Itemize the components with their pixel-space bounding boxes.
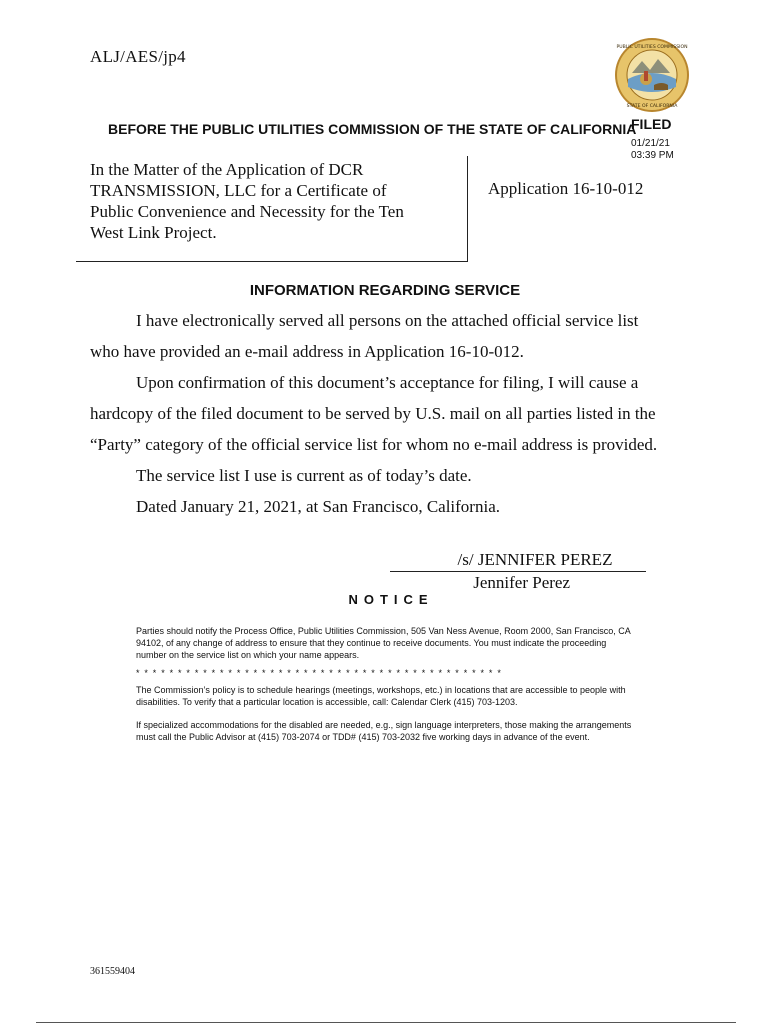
filed-stamp-label: FILED xyxy=(631,116,672,132)
body-paragraph-line: “Party” category of the official service list for whom no e-mail address is provided. xyxy=(90,435,658,454)
caption-line: In the Matter of the Application of DCR xyxy=(90,160,364,179)
body-paragraph-line: who have provided an e-mail address in Application 16-10-012. xyxy=(90,342,524,361)
application-number: Application 16-10-012 xyxy=(488,179,644,198)
notice-heading: NOTICE xyxy=(348,592,434,607)
notice-separator: * * * * * * * * * * * * * * * * * * * * * * * * * * * * * * * * * * * * * * * * * * * * xyxy=(136,668,503,678)
electronic-signature: /s/ JENNIFER PEREZ xyxy=(457,550,613,569)
california-puc-seal-icon xyxy=(614,37,690,113)
notice-paragraph: Parties should notify the Process Office, Public Utilities Commission, 505 Van Ness Avenue, Room 2000, San Francisco, CA 94102, of any change of address to ensure that they continue to receive documents. You must indicate the proceeding number on the service list on which your name appears. xyxy=(136,626,631,660)
section-heading: INFORMATION REGARDING SERVICE xyxy=(249,282,521,299)
page-bottom-rule xyxy=(36,1022,736,1023)
caption-divider-vertical xyxy=(467,156,468,262)
seal-bottom-text: STATE OF CALIFORNIA xyxy=(626,104,678,109)
document-number: 361559404 xyxy=(90,966,135,977)
notice-paragraph: The Commission’s policy is to schedule hearings (meetings, workshops, etc.) in locations that are accessible to people with disabilities. To verify that a particular location is accessible, call: Calendar Clerk (415) 703-1203. xyxy=(136,685,626,707)
filed-stamp-time: 03:39 PM xyxy=(631,150,674,161)
notice-paragraph: If specialized accommodations for the disabled are needed, e.g., sign language interpreters, those making the arrangements must call the Public Advisor at (415) 703-2074 or TDD# (415) 703-2032 five working days in advance of the event. xyxy=(136,720,632,742)
signature-line xyxy=(390,571,646,572)
caption-line: West Link Project. xyxy=(90,223,217,242)
filed-stamp-date: 01/21/21 xyxy=(631,138,670,149)
body-paragraph-line: The service list I use is current as of today’s date. xyxy=(136,466,472,485)
signer-name: Jennifer Perez xyxy=(473,573,570,592)
caption-line: TRANSMISSION, LLC for a Certificate of xyxy=(90,181,387,200)
body-paragraph-line: I have electronically served all persons on the attached official service list xyxy=(136,311,639,330)
body-paragraph-line: hardcopy of the filed document to be served by U.S. mail on all parties listed in the xyxy=(90,404,656,423)
docket-code: ALJ/AES/jp4 xyxy=(90,47,186,66)
seal-top-text: PUBLIC UTILITIES COMMISSION xyxy=(616,45,688,50)
body-paragraph-line: Upon confirmation of this document’s acceptance for filing, I will cause a xyxy=(136,373,639,392)
signature-block xyxy=(390,550,646,593)
court-title: BEFORE THE PUBLIC UTILITIES COMMISSION OF THE STATE OF CALIFORNIA xyxy=(108,121,637,137)
caption-line: Public Convenience and Necessity for the Ten xyxy=(90,202,404,221)
dated-line: Dated January 21, 2021, at San Francisco, California. xyxy=(136,497,500,516)
case-caption xyxy=(90,159,450,243)
caption-divider-horizontal xyxy=(76,261,468,262)
